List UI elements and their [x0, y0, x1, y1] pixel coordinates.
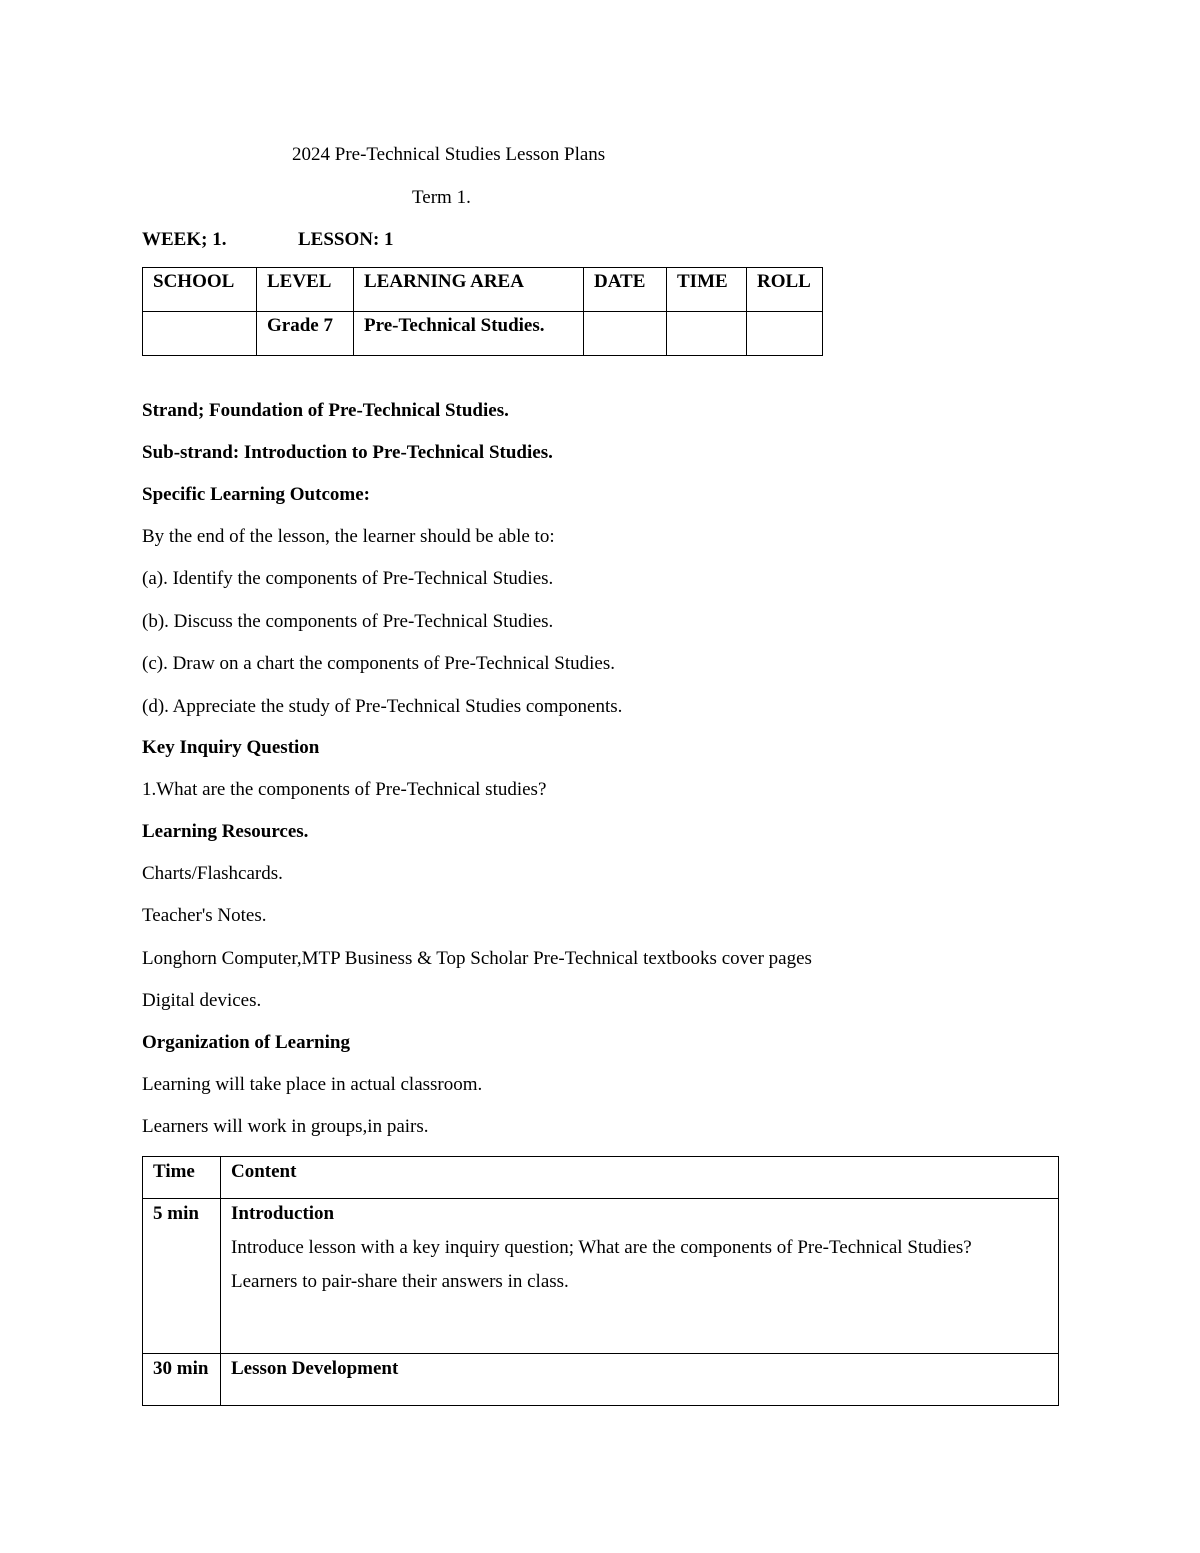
info-table-header-row [143, 268, 823, 312]
resource-item: Charts/Flashcards. [142, 863, 283, 884]
document-title: 2024 Pre-Technical Studies Lesson Plans [292, 144, 606, 165]
plan-row-lesson-development [143, 1354, 1059, 1406]
value-level: Grade 7 [257, 312, 354, 356]
outcome-heading: Specific Learning Outcome: [142, 484, 370, 505]
inquiry-heading: Key Inquiry Question [142, 737, 320, 758]
value-roll [747, 312, 823, 356]
resources-heading: Learning Resources. [142, 821, 309, 842]
organization-item: Learners will work in groups,in pairs. [142, 1116, 429, 1137]
row-heading: Introduction [231, 1203, 335, 1224]
lesson-plan-table [142, 1156, 1059, 1406]
header-time: TIME [667, 268, 747, 312]
lesson-label: LESSON: 1 [298, 229, 394, 250]
header-time: Time [143, 1157, 221, 1199]
value-learning-area: Pre-Technical Studies. [354, 312, 584, 356]
resource-item: Digital devices. [142, 990, 262, 1011]
week-label: WEEK; 1. [142, 229, 227, 250]
header-level: LEVEL [257, 268, 354, 312]
row-content [221, 1199, 1059, 1354]
strand: Strand; Foundation of Pre-Technical Studies. [142, 400, 509, 421]
row-paragraph: Learners to pair-share their answers in class. [231, 1271, 569, 1292]
row-content [221, 1354, 1059, 1406]
organization-item: Learning will take place in actual classroom. [142, 1074, 483, 1095]
plan-row-introduction [143, 1199, 1059, 1354]
value-time [667, 312, 747, 356]
week-lesson-row [142, 228, 394, 252]
info-table-value-row [143, 312, 823, 356]
outcome-item: (c). Draw on a chart the components of Pre-Technical Studies. [142, 653, 615, 674]
outcome-item: (a). Identify the components of Pre-Technical Studies. [142, 568, 554, 589]
header-roll: ROLL [747, 268, 823, 312]
organization-heading: Organization of Learning [142, 1032, 350, 1053]
value-school [143, 312, 257, 356]
row-paragraph: Introduce lesson with a key inquiry question; What are the components of Pre-Technical Studies? [231, 1237, 972, 1258]
lesson-info-table [142, 267, 823, 356]
term-label: Term 1. [412, 187, 471, 208]
header-learning-area: LEARNING AREA [354, 268, 584, 312]
outcome-item: (b). Discuss the components of Pre-Technical Studies. [142, 611, 554, 632]
resource-item: Longhorn Computer,MTP Business & Top Scholar Pre-Technical textbooks cover pages [142, 948, 812, 969]
row-time: 30 min [143, 1354, 221, 1406]
resource-item: Teacher's Notes. [142, 905, 267, 926]
value-date [584, 312, 667, 356]
header-school: SCHOOL [143, 268, 257, 312]
row-time: 5 min [143, 1199, 221, 1354]
row-heading: Lesson Development [231, 1358, 399, 1379]
inquiry-question: 1.What are the components of Pre-Technical studies? [142, 779, 547, 800]
sub-strand: Sub-strand: Introduction to Pre-Technical Studies. [142, 442, 553, 463]
header-date: DATE [584, 268, 667, 312]
header-content: Content [221, 1157, 1059, 1199]
plan-table-header-row [143, 1157, 1059, 1199]
outcome-intro: By the end of the lesson, the learner should be able to: [142, 526, 555, 547]
outcome-item: (d). Appreciate the study of Pre-Technical Studies components. [142, 696, 623, 717]
